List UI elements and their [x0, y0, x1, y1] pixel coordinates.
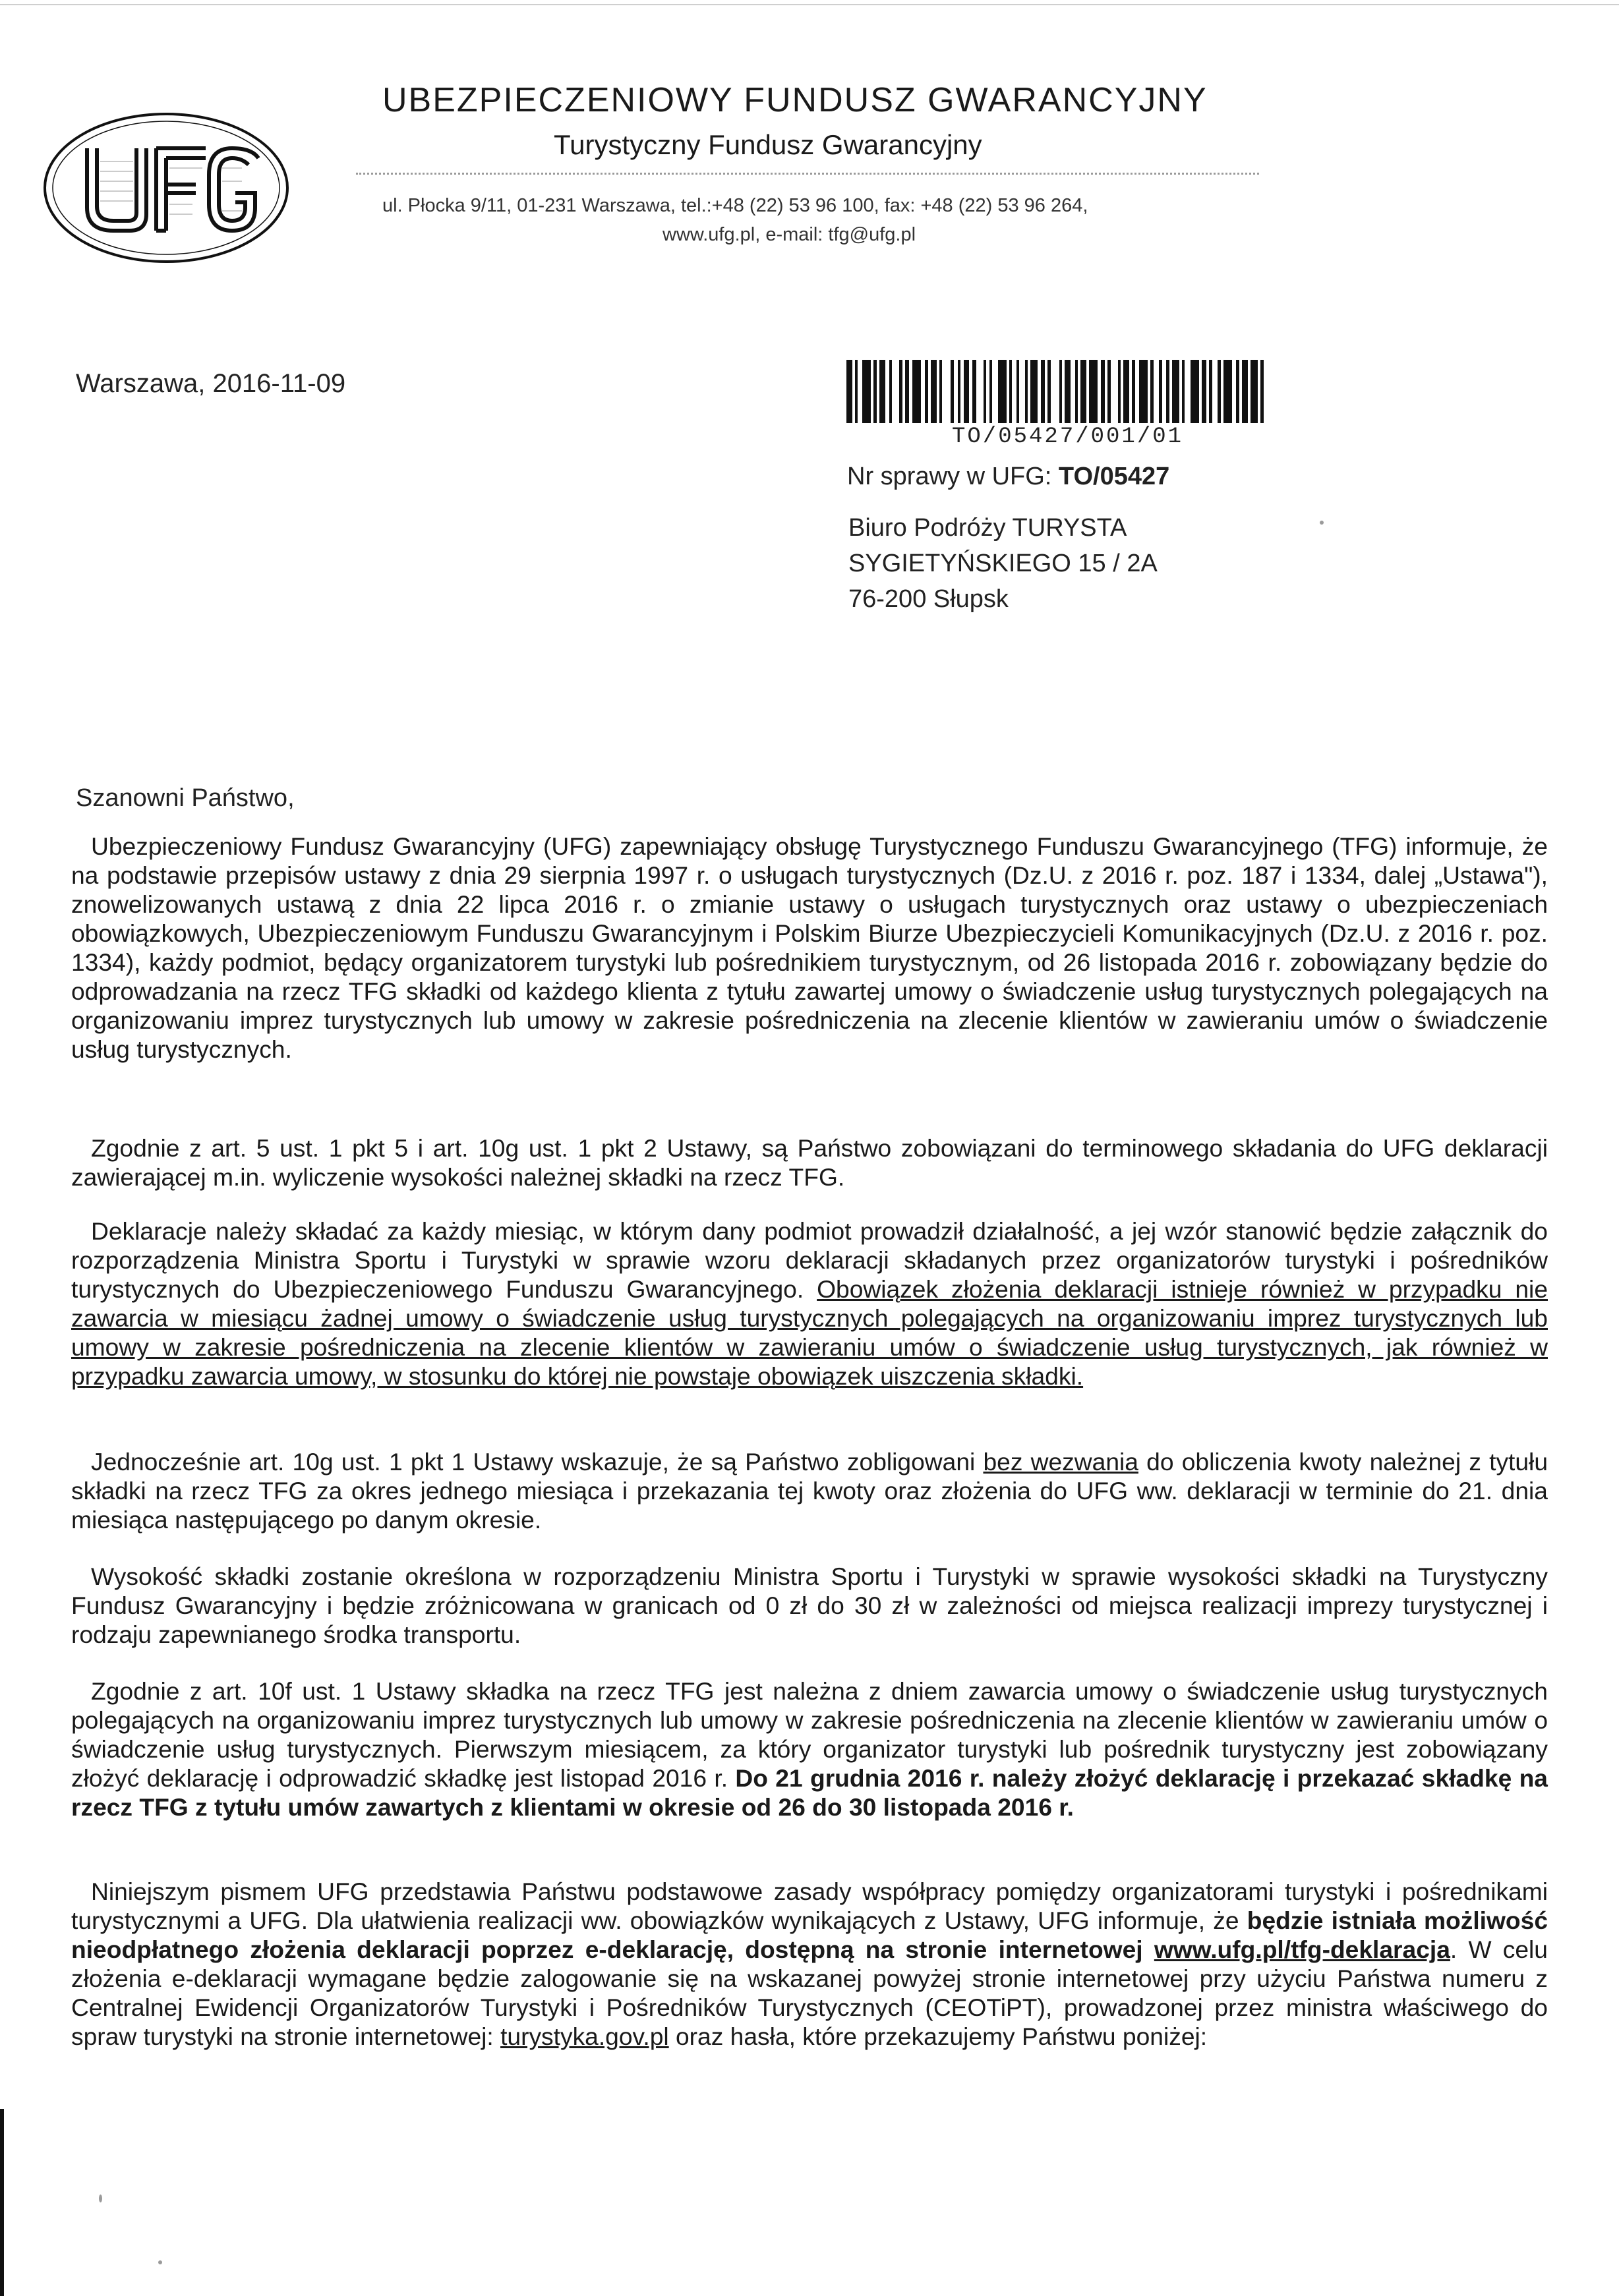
barcode-bar: [1019, 360, 1025, 423]
barcode-bar: [1123, 360, 1129, 423]
paragraph-2: [71, 1134, 1548, 1191]
scan-speck: [99, 2195, 102, 2202]
scan-margin-mark: [0, 2109, 4, 2296]
barcode-bar: [1089, 360, 1098, 423]
paragraph-2-text: Zgodnie z art. 5 ust. 1 pkt 5 i art. 10g ust. 1 pkt 2 Ustawy, są Państwo zobowiązani do terminowego składania do UFG deklaracji zawierającej m.in. wyliczenie wysokości należnej składki na rzecz TFG.: [71, 1134, 1548, 1191]
paragraph-3-text: Deklaracje należy składać za każdy miesiąc, w którym dany podmiot prowadził działalność, a jej wzór stanowić będzie załącznik do rozporządzenia Ministra Sportu i Turystyki w sprawie wzoru deklaracji składanych przez organizatorów turystyki i pośredników turystycznych do Ubezpieczeniowego Funduszu Gwarancyjnego.: [71, 1217, 1548, 1303]
paragraph-5-text: Wysokość składki zostanie określona w rozporządzeniu Ministra Sportu i Turystyki w sprawie wysokości składki na Turystyczny Fundusz Gwarancyjny i będzie zróżnicowana w granicach od 0 zł do 30 zł w zależności od miejsca realizacji imprezy turystycznej i rodzaju zapewnianego środka transportu.: [71, 1563, 1548, 1648]
barcode-bar: [1154, 360, 1160, 423]
paragraph-7-bold: będzie istniała możliwość nieodpłatnego złożenia deklaracji poprzez e-deklarację, dostępną na stronie internetowej: [71, 1907, 1548, 1963]
paragraph-3: [71, 1217, 1548, 1391]
e-declaration-link[interactable]: www.ufg.pl/tfg-deklaracja: [1154, 1936, 1450, 1963]
barcode-bar: [1065, 360, 1071, 423]
barcode-bar: [1172, 360, 1179, 423]
barcode-bar: [1223, 360, 1232, 423]
paragraph-7-text-c: . W celu złożenia e-deklaracji wymagane będzie zalogowanie się na wskazanej powyżej stronie internetowej przy użyciu Państwa numeru z Centralnej Ewidencji Organizatorów Turystyki i Pośredników Turystycznych (CEOTiPT), prowadzonej przez ministra właściwego do spraw turystyki na stronie internetowej:: [71, 1936, 1548, 2050]
ufg-logo: [41, 109, 291, 267]
turystyka-link[interactable]: turystyka.gov.pl: [500, 2023, 669, 2050]
organization-subtitle: Turystyczny Fundusz Gwarancyjny: [554, 129, 982, 160]
barcode: [846, 360, 1268, 423]
barcode-bar: [1051, 360, 1059, 423]
scan-speck: [158, 2260, 162, 2264]
barcode-bar: [1264, 360, 1268, 423]
paragraph-4: [71, 1447, 1548, 1534]
paragraph-7-text-d: oraz hasła, które przekazujemy Państwu poniżej:: [668, 2023, 1208, 2050]
paragraph-3-underlined: Obowiązek złożenia deklaracji istnieje również w przypadku nie zawarcia w miesiącu żadnej umowy o świadczenie usług turystycznych polegających na organizowaniu imprez turystycznych lub umowy w zakresie pośredniczenia na zlecenie klientów w zawieraniu umów o świadczenie usług turystycznych, jak również w przypadku zawarcia umowy, w stosunku do której nie powstaje obowiązek uiszczenia składki.: [71, 1275, 1548, 1390]
barcode-bar: [912, 360, 921, 423]
letter-date: Warszawa, 2016-11-09: [76, 369, 346, 398]
barcode-bar: [1080, 360, 1086, 423]
barcode-bar: [846, 360, 852, 423]
contact-address: ul. Płocka 9/11, 01-231 Warszawa, tel.:+48 (22) 53 96 100, fax: +48 (22) 53 96 264,: [382, 195, 1088, 216]
paragraph-6-bold: Do 21 grudnia 2016 r. należy złożyć deklarację i przekazać składkę na rzecz TFG z tytułu umów zawartych z klientami w okresie od 26 do 30 listopada 2016 r.: [71, 1764, 1548, 1821]
barcode-number: TO/05427/001/01: [952, 424, 1184, 449]
recipient-name: Biuro Podróży TURYSTA: [848, 514, 1127, 542]
paragraph-4-text-a: Jednocześnie art. 10g ust. 1 pkt 1 Ustawy wskazuje, że są Państwo zobligowani: [91, 1448, 984, 1476]
paragraph-1: [71, 832, 1548, 1064]
barcode-bar: [1191, 360, 1199, 423]
salutation: Szanowni Państwo,: [76, 784, 295, 812]
contact-web-email: www.ufg.pl, e-mail: tfg@ufg.pl: [662, 224, 916, 245]
barcode-bar: [879, 360, 885, 423]
barcode-bar: [1030, 360, 1038, 423]
header-divider: [356, 173, 1259, 175]
barcode-bar: [1185, 360, 1191, 423]
barcode-bar: [1242, 360, 1248, 423]
case-number-value: TO/05427: [1058, 463, 1170, 490]
organization-name: UBEZPIECZENIOWY FUNDUSZ GWARANCYJNY: [382, 81, 1208, 119]
barcode-bar: [964, 360, 970, 423]
barcode-bar: [1111, 360, 1118, 423]
paragraph-7: [71, 1877, 1548, 2051]
paragraph-6: [71, 1677, 1548, 1822]
barcode-bar: [998, 360, 1007, 423]
paragraph-4-text-b: do obliczenia kwoty należnej z tytułu składki na rzecz TFG za okres jednego miesiąca i przekazania tej kwoty oraz złożenia do UFG ww. deklaracji w terminie do 21. dnia miesiąca następującego po danym okresie.: [71, 1448, 1548, 1534]
paragraph-5: [71, 1562, 1548, 1649]
scan-edge-line: [0, 4, 1619, 5]
barcode-bar: [931, 360, 937, 423]
paragraph-1-text: Ubezpieczeniowy Fundusz Gwarancyjny (UFG) zapewniający obsługę Turystycznego Funduszu Gwarancyjnego (TFG) informuje, że na podstawie przepisów ustawy z dnia 29 sierpnia 1997 r. o usługach turystycznych (Dz.U. z 2016 r. poz. 187 i 1334, dalej „Ustawa"), znowelizowanych ustawą z dnia 22 lipca 2016 r. o zmianie ustawy o usługach turystycznych oraz ustawy o ubezpieczeniach obowiązkowych, Ubezpieczeniowym Funduszu Gwarancyjnym i Polskim Biurze Ubezpieczycieli Komunikacyjnych (Dz.U. z 2016 r. poz. 1334), każdy podmiot, będący organizatorem turystyki lub pośrednikiem turystycznym, od 26 listopada 2016 r. zobowiązany będzie do odprowadzania na rzecz TFG składki od każdego klienta z tytułu zawartej umowy o świadczenie usług turystycznych polegających na organizowaniu imprez turystycznych lub umowy w zakresie pośredniczenia na zlecenie klientów w zawieraniu umów o świadczenie usług turystycznych.: [71, 832, 1548, 1063]
barcode-bar: [1212, 360, 1218, 423]
recipient-street: SYGIETYŃSKIEGO 15 / 2A: [848, 550, 1158, 577]
barcode-bar: [892, 360, 899, 423]
barcode-bar: [976, 360, 984, 423]
case-number-label: Nr sprawy w UFG:: [847, 463, 1052, 490]
case-number-line: [847, 463, 1169, 491]
paragraph-7-text-a: Niniejszym pismem UFG przedstawia Państwu podstawowe zasady współpracy pomiędzy organizatorami turystyki i pośrednikami turystycznymi a UFG. Dla ułatwienia realizacji ww. obowiązków wynikających z Ustawy, UFG informuje, że: [71, 1878, 1548, 1934]
barcode-bar: [1139, 360, 1148, 423]
barcode-bar: [1251, 360, 1258, 423]
paragraph-4-underlined: bez wezwania: [983, 1448, 1138, 1476]
paragraph-6-text: Zgodnie z art. 10f ust. 1 Ustawy składka na rzecz TFG jest należna z dniem zawarcia umowy o świadczenie usług turystycznych polegających na organizowaniu imprez turystycznych lub umowy w zakresie pośredniczenia na zlecenie klientów w zawieraniu umów o świadczenie usług turystycznych. Pierwszym miesiącem, za który organizator turystyki lub pośrednik turystyczny jest zobowiązany złożyć deklarację i odprowadzić składkę jest listopad 2016 r.: [71, 1677, 1548, 1792]
recipient-city: 76-200 Słupsk: [848, 585, 1009, 613]
barcode-bar: [942, 360, 951, 423]
barcode-bar: [862, 360, 871, 423]
scan-speck: [1320, 521, 1324, 525]
barcode-bar: [992, 360, 998, 423]
